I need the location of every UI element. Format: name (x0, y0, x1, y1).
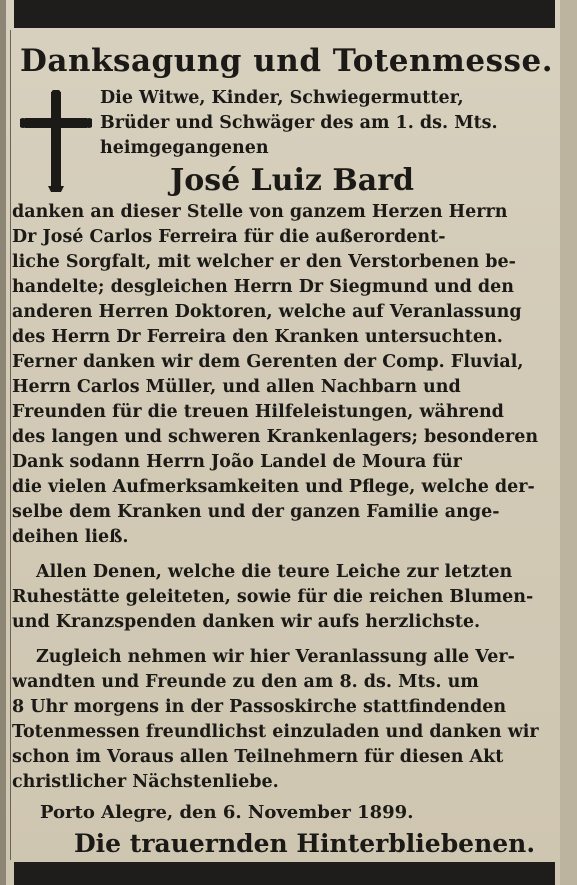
left-page-edge (0, 0, 6, 885)
body-line: Herrn Carlos Müller, und allen Nachbarn und (12, 377, 461, 397)
body-line: wandten und Freunde zu den am 8. ds. Mts. um (12, 672, 479, 692)
body-line: deihen ließ. (12, 527, 129, 547)
body-line: danken an dieser Stelle von ganzem Herzen Herrn (12, 202, 508, 222)
body-line: die vielen Aufmerksamkeiten und Pflege, welche der- (12, 477, 535, 497)
right-page-edge (560, 0, 577, 885)
header-line: Die Witwe, Kinder, Schwiegermutter, (100, 88, 464, 108)
body-line: 8 Uhr morgens in der Passoskirche stattfindenden (12, 697, 507, 717)
notice-title: Danksagung und Totenmesse. (20, 43, 554, 79)
body-line: liche Sorgfalt, mit welcher er den Verstorbenen be- (12, 252, 516, 272)
cross-icon (20, 90, 92, 194)
signature: Die trauernden Hinterbliebenen. (74, 829, 536, 858)
body-line: Dr José Carlos Ferreira für die außerordent- (12, 227, 446, 247)
body-line: Freunden für die treuen Hilfeleistungen, während (12, 402, 504, 422)
body-line: Dank sodann Herrn João Landel de Moura für (12, 452, 462, 472)
body-line: christlicher Nächstenliebe. (12, 772, 279, 792)
deceased-name: José Luiz Bard (170, 163, 414, 198)
column-divider (10, 30, 11, 860)
body-line: des Herrn Dr Ferreira den Kranken untersuchten. (12, 327, 503, 347)
body-line: des langen und schweren Krankenlagers; besonderen (12, 427, 539, 447)
body-line: und Kranzspenden danken wir aufs herzlichste. (12, 612, 481, 632)
body-line: schon im Voraus allen Teilnehmern für diesen Akt (12, 747, 504, 767)
body-line: Ruhestätte geleiteten, sowie für die reichen Blumen- (12, 587, 534, 607)
body-line: Zugleich nehmen wir hier Veranlassung alle Ver- (36, 647, 515, 667)
top-black-rule (14, 0, 555, 28)
body-line: handelte; desgleichen Herrn Dr Siegmund und den (12, 277, 515, 297)
body-line: anderen Herren Doktoren, welche auf Veranlassung (12, 302, 522, 322)
body-line: Totenmessen freundlichst einzuladen und danken wir (12, 722, 539, 742)
header-line: Brüder und Schwäger des am 1. ds. Mts. (100, 113, 498, 133)
body-line: Allen Denen, welche die teure Leiche zur letzten (36, 562, 513, 582)
place-date: Porto Alegre, den 6. November 1899. (40, 802, 414, 823)
body-line: Ferner danken wir dem Gerenten der Comp. Fluvial, (12, 352, 524, 372)
body-line: selbe dem Kranken und der ganzen Familie ange- (12, 502, 500, 522)
header-line: heimgegangenen (100, 138, 269, 158)
bottom-black-rule (14, 862, 555, 885)
